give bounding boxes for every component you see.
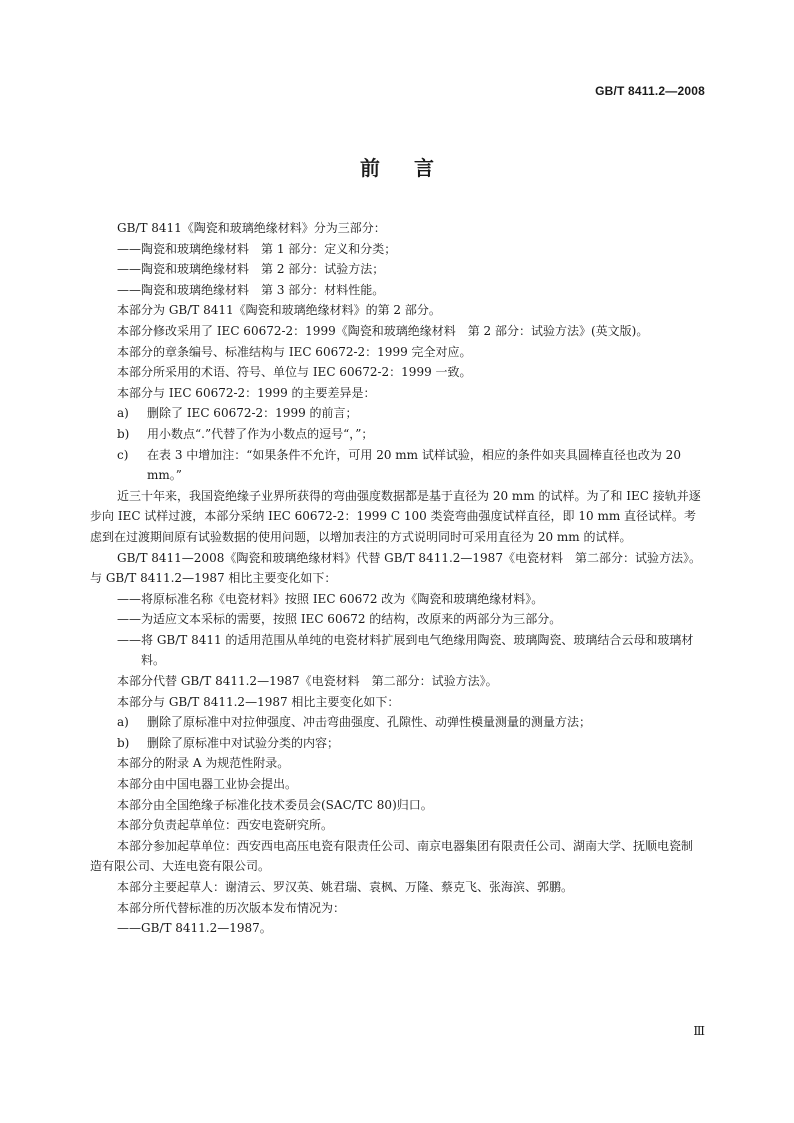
list-item-label: c) xyxy=(117,447,129,462)
dash-item: ——陶瓷和玻璃绝缘材料 第 3 部分：材料性能。 xyxy=(117,282,385,297)
paragraph: 本部分由全国绝缘子标准化技术委员会(SAC/TC 80)归口。 xyxy=(117,797,433,812)
list-item xyxy=(90,733,704,754)
paragraph: 近三十年来，我国瓷绝缘子业界所获得的弯曲强度数据都是基于直径为 20 mm 的试样。为了和 IEC 接轨并逐步向 IEC 试样过渡，本部分采纳 IEC 60672-2：1999 C 100 类瓷弯曲强度试样直径，即 10 mm 直径试样。考虑到在过渡期间原有试验数据的使用问题，以增加表注的方式说明同时可采用直径为 20 mm 的试样。 xyxy=(90,488,701,544)
foreword-body xyxy=(90,218,704,939)
paragraph: GB/T 8411《陶瓷和玻璃绝缘材料》分为三部分： xyxy=(117,221,386,235)
list-item xyxy=(90,403,704,424)
dash-item: ——GB/T 8411.2—1987。 xyxy=(117,921,272,936)
paragraph: 本部分与 GB/T 8411.2—1987 相比主要变化如下： xyxy=(117,694,400,709)
list-item-text: 删除了 IEC 60672-2：1999 的前言； xyxy=(147,406,358,421)
list-item-text: 删除了原标准中对拉伸强度、冲击弯曲强度、孔隙性、动弹性模量测量的测量方法； xyxy=(147,715,592,730)
dash-item: ——陶瓷和玻璃绝缘材料 第 1 部分：定义和分类； xyxy=(117,241,397,256)
list-item-label: b) xyxy=(117,735,130,750)
list-item xyxy=(90,445,704,486)
paragraph: 本部分由中国电器工业协会提出。 xyxy=(117,777,298,792)
paragraph: 本部分所采用的术语、符号、单位与 IEC 60672-2：1999 一致。 xyxy=(117,365,472,380)
list-item-label: a) xyxy=(117,715,129,730)
list-item-text: 在表 3 中增加注：“如果条件不允许，可用 20 mm 试样试验，相应的条件如夹具圆棒直径也改为 20 mm。” xyxy=(147,447,681,483)
paragraph: 本部分与 IEC 60672-2：1999 的主要差异是： xyxy=(117,385,376,400)
paragraph: GB/T 8411—2008《陶瓷和玻璃绝缘材料》代替 GB/T 8411.2—1987《电瓷材料 第二部分：试验方法》。与 GB/T 8411.2—1987 相比主要变化如下： xyxy=(90,550,701,586)
list-item-text: 删除了原标准中对试验分类的内容； xyxy=(147,735,340,750)
page-title: 前言 xyxy=(360,156,468,180)
dash-item: ——为适应文本采标的需要，按照 IEC 60672 的结构，改原来的两部分为三部分。 xyxy=(117,612,562,627)
list-item-label: a) xyxy=(117,406,129,421)
paragraph: 本部分主要起草人：谢清云、罗汉英、姚君瑞、袁枫、万隆、蔡克飞、张海滨、郭鹏。 xyxy=(117,880,574,894)
list-item-label: b) xyxy=(117,426,130,441)
standard-code: GB/T 8411.2—2008 xyxy=(595,84,705,98)
list-item-text: 用小数点“.”代替了作为小数点的逗号“，”； xyxy=(147,426,374,441)
dash-item: ——陶瓷和玻璃绝缘材料 第 2 部分：试验方法； xyxy=(117,262,385,277)
paragraph: 本部分负责起草单位：西安电瓷研究所。 xyxy=(117,818,334,833)
dash-item: ——将 GB/T 8411 的适用范围从单纯的电瓷材料扩展到电气绝缘用陶瓷、玻璃陶瓷、玻璃结合云母和玻璃材料。 xyxy=(117,632,694,668)
paragraph: 本部分的附录 A 为规范性附录。 xyxy=(117,756,290,771)
list-item xyxy=(90,424,704,445)
paragraph: 本部分为 GB/T 8411《陶瓷和玻璃绝缘材料》的第 2 部分。 xyxy=(117,303,441,318)
dash-item: ——将原标准名称《电瓷材料》按照 IEC 60672 改为《陶瓷和玻璃绝缘材料》。 xyxy=(117,591,544,606)
paragraph: 本部分所代替标准的历次版本发布情况为： xyxy=(117,900,346,915)
paragraph: 本部分的章条编号、标准结构与 IEC 60672-2：1999 完全对应。 xyxy=(117,344,472,359)
paragraph: 本部分参加起草单位：西安西电高压电瓷有限责任公司、南京电器集团有限责任公司、湖南大学、抚顺电瓷制造有限公司、大连电瓷有限公司。 xyxy=(90,838,694,874)
paragraph: 本部分代替 GB/T 8411.2—1987《电瓷材料 第二部分：试验方法》。 xyxy=(117,674,498,689)
list-item xyxy=(90,712,704,733)
page-number: Ⅲ xyxy=(693,1024,705,1038)
paragraph: 本部分修改采用了 IEC 60672-2：1999《陶瓷和玻璃绝缘材料 第 2 部分：试验方法》(英文版)。 xyxy=(117,323,649,338)
